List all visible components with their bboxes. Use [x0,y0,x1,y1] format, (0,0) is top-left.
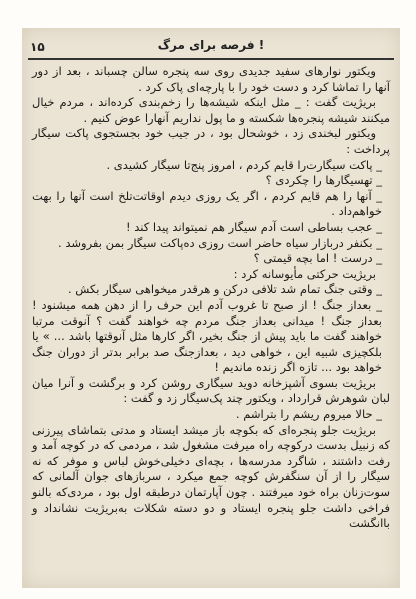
paragraph: _ وقتی جنگ تمام شد تلافی درکن و هرقدر میخواهی سیگار بکش . [67,282,382,297]
paragraph: بریژیت بسوی آشپزخانه دوید سیگاری روشن کرد و برگشت و آنرا میان لبان شوهرش قرارداد ، ویکتور چند پک‌سیگار زد و گفت : [32,375,390,406]
paragraph: بریژیت جلو پنجره‌ای که بکوچه باز میشد ایستاد و مدتی بتماشای پیرزنی که زنبیل بدست درکوچه راه میرفت مشغول شد ، مردمی که در کوچه آمد و رفت داشتند ، شاگرد مدرسه‌ها ، بچه‌ای دخیلی‌خوش لباس و موفر که نه سیگار را از آن سنگفرش کوچه جمع میکرد ، سربازهای جوان آلمانی که سوت‌زنان براه خود میرفتند . چون آپارتمان درطبقه اول بود ، مردی‌که بالنو فراخی داشت جلو پنجره ایستاد و دو دسته شکلات به‌بریژیت نشانداد و باانگشت [32,422,390,531]
running-title: فرصه برای مرگ ! [157,38,265,52]
paragraph: _ درست ! اما بچه قیمتی ؟ [253,251,382,266]
body-text [32,64,390,532]
paragraph: _ پاکت سیگارت‌را قایم کردم ، امروز پنج‌تا سیگار کشیدی . [106,157,382,172]
paragraph: بریژیت گفت : _ مثل اینکه شیشه‌ها را زخم‌بندی کرده‌اند ، مردم خیال میکنند شیشه‌ پنجره‌ها شکسته و ما پول نداریم آنهارا عوض کنیم . [32,95,390,125]
paragraph: _ حالا میروم ریشم را بتراشم . [235,407,382,422]
book-page [22,28,400,588]
paragraph: ویکتور نوارهای سفید جدیدی روی سه پنجره سالن چسباند ، بعد از دور آنها را تماشا کرد و دست خود را با پارچه‌ای پاک کرد . [32,64,390,94]
paragraph: _ آنها را هم قایم کردم ، اگر یک روزی دیدم اوقاتت‌تلخ است آنها را بهت خواهم‌داد . [32,188,382,219]
paragraph: _ بعداز جنگ ! از صبح تا غروب آدم این حرف را از دهن همه میشنود ! بعداز جنگ ! میدانی بعداز جنگ مردم چه خواهند گفت ؟ آنوقت مرتبا خواهند گفت ما باید پیش از جنگ بخیر، اگر کارها مثل آنوقتها باشد ... » یا بلکچیزی شبیه این ، خواهی دید ، بعدازجنگ صد برابر بدتر از دوران جنگ خواهد بود ... تازه اگر زنده ماندیم ! [32,297,382,375]
page-header [28,36,394,60]
paragraph: _ تهسیگارها را چکردی ؟ [265,173,382,188]
paragraph: _ عجب بساطی است آدم سیگار هم نمیتواند پیدا کند ! [125,219,382,234]
paragraph: _ بکنفر دربازار سیاه حاضر است روزی ده‌پاکت سیگار بمن بفروشد . [58,235,382,250]
page-number: ۱۵ [30,40,45,54]
paragraph: ویکتور لبخندی زد ، خوشحال بود ، در جیب خود بجستجوی پاکت سیگار پرداخت : [32,126,390,156]
paragraph: بریژیت حرکتی مأیوسانه کرد : [233,266,376,281]
